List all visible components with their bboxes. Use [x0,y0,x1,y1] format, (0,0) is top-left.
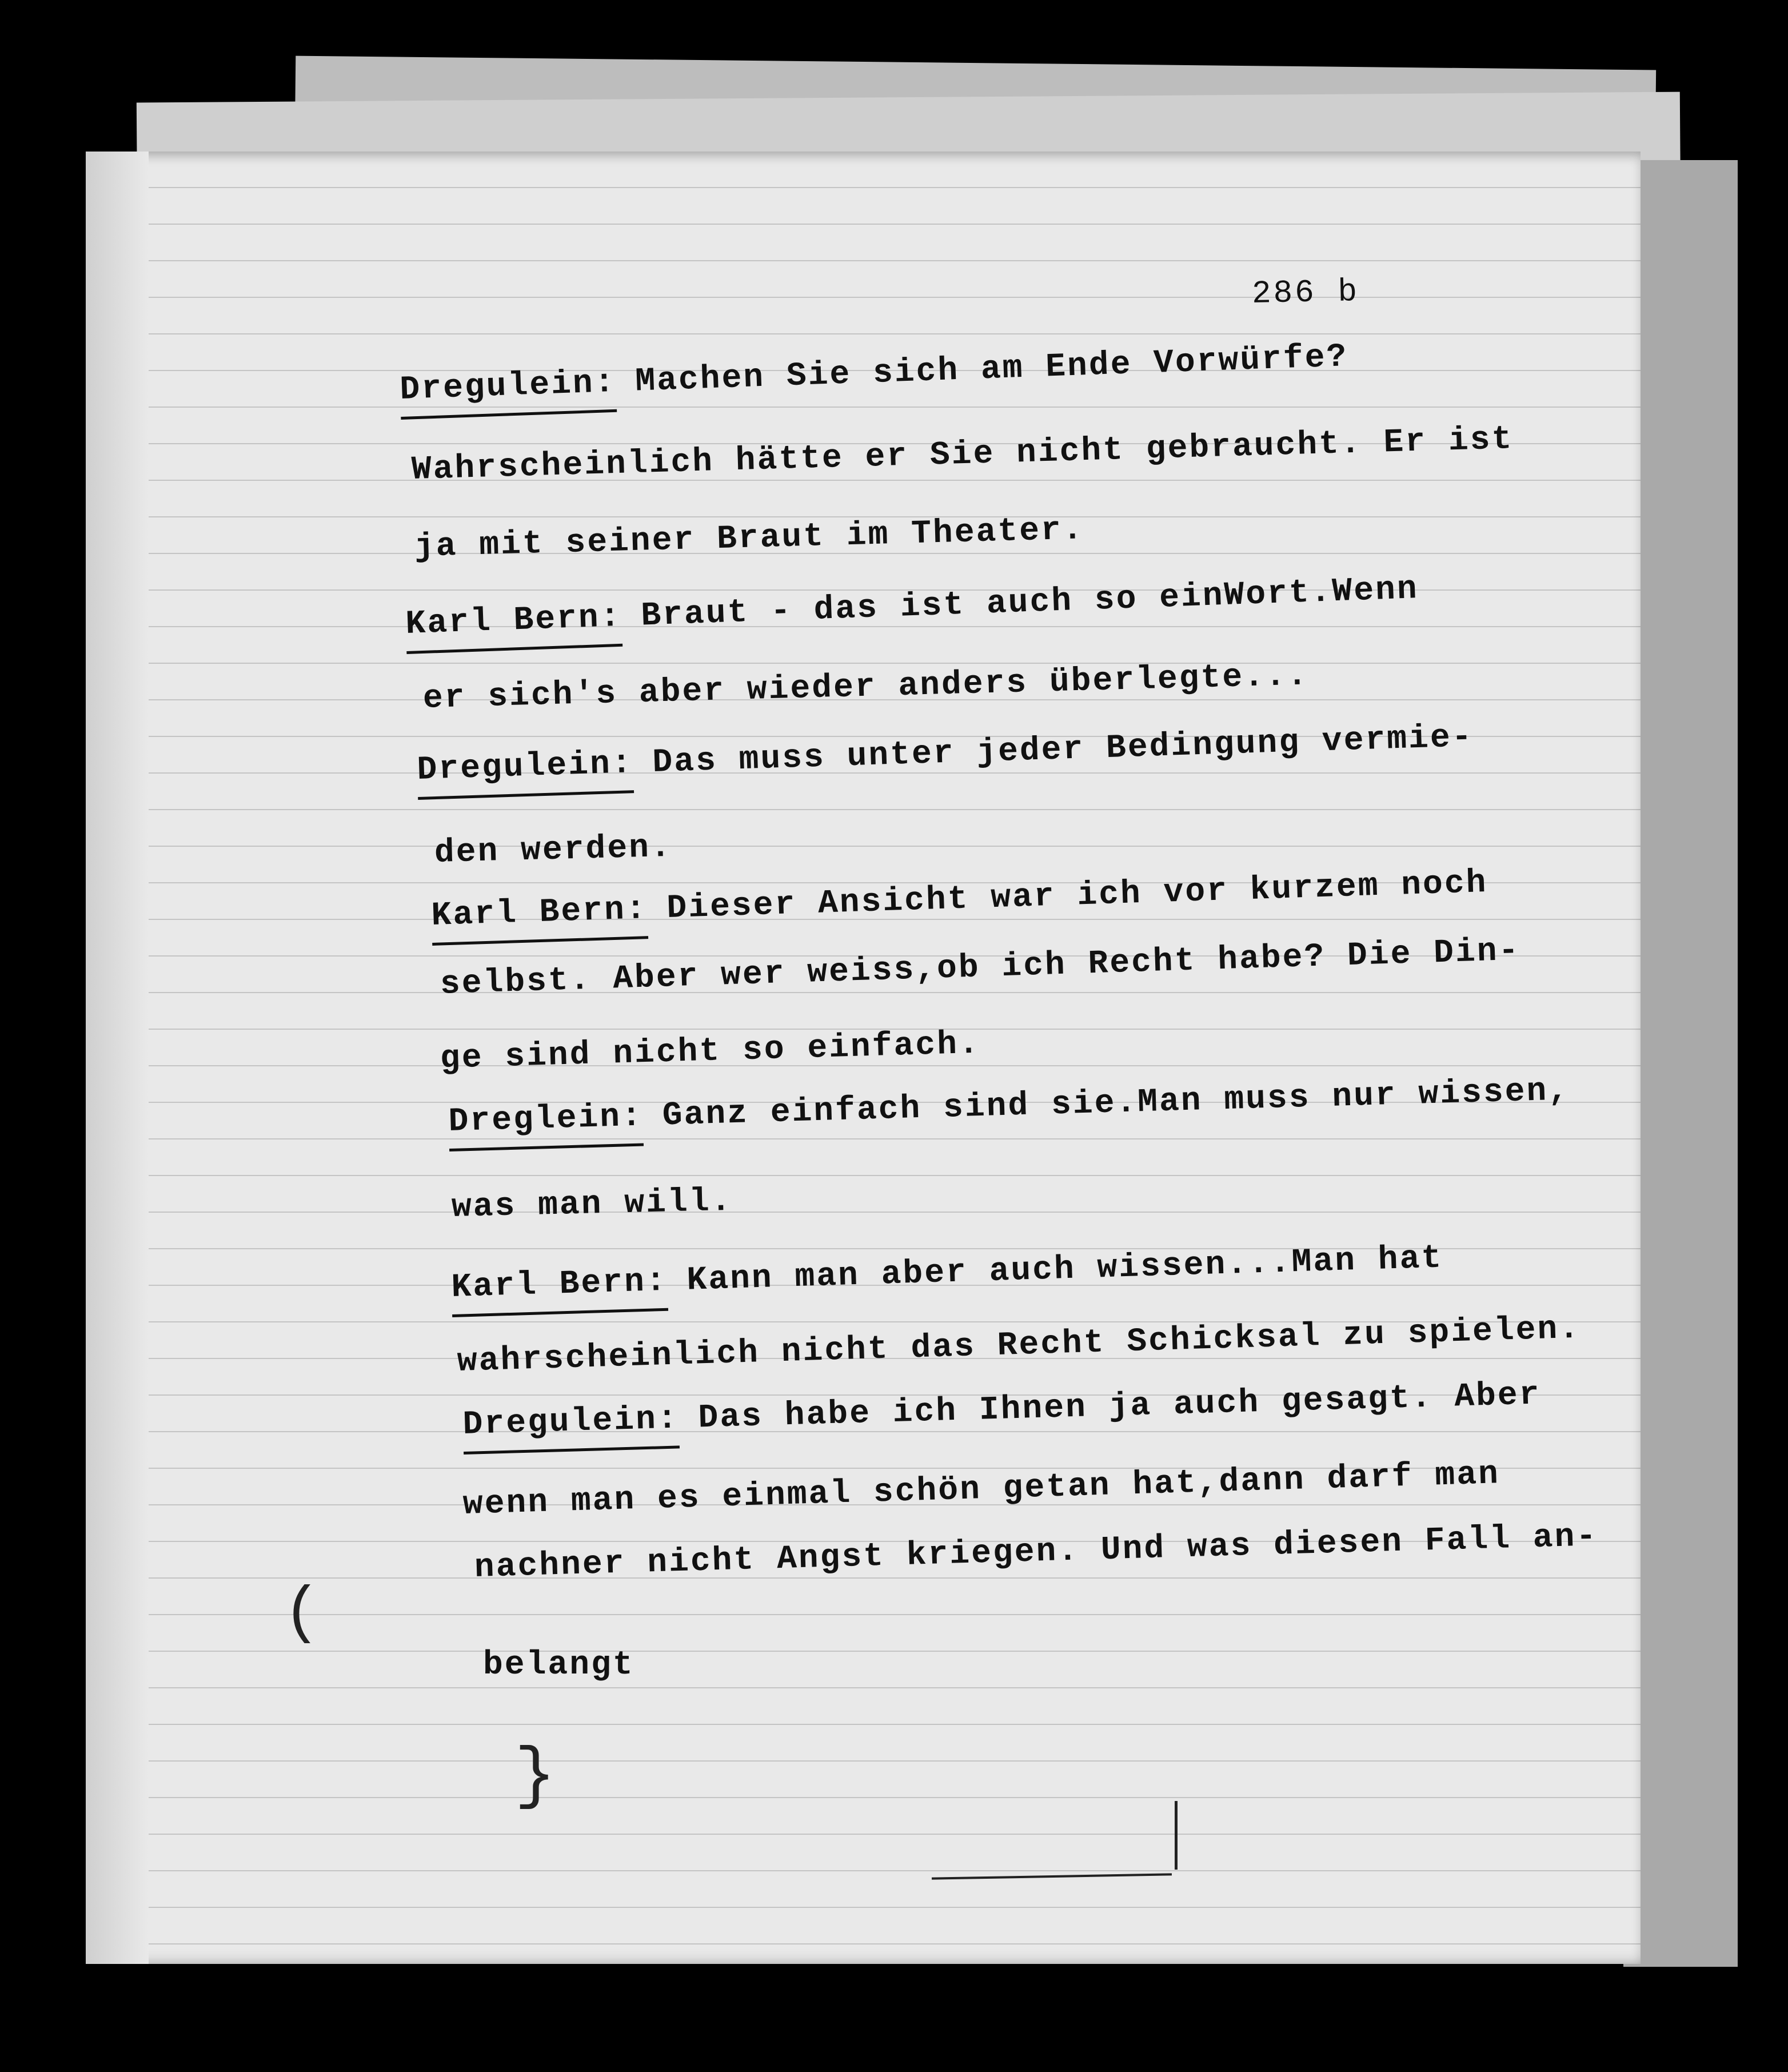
line-text: den werden. [434,828,673,872]
line-text: ja mit seiner Braut im Theater. [414,511,1085,566]
speaker-name: Karl Bern: [405,599,623,654]
speaker-name: Dregulein: [417,745,634,800]
margin-mark: } [514,1738,556,1816]
line-text: Das habe ich Ihnen ja auch gesagt. Aber [697,1376,1542,1437]
page-edge [86,152,149,1964]
line-text: nachner nicht Angst kriegen. Und was diesen Fall an- [474,1518,1599,1587]
line-text: er sich's aber wieder anders überlegte... [422,657,1310,718]
text-line [434,829,672,872]
page-number: 286 b [1251,273,1360,312]
line-text: was man will. [451,1182,733,1226]
speaker-name: Dregulein: [462,1400,680,1455]
background-page [1623,160,1738,1967]
line-text: Dieser Ansicht war ich vor kurzem noch [666,864,1488,928]
speaker-name: Dreglein: [448,1098,644,1151]
text-line [451,1183,733,1226]
pen-stroke [1175,1801,1178,1870]
line-text: belangt [483,1647,634,1684]
text-line [483,1647,634,1684]
line-text: ge sind nicht so einfach. [440,1025,981,1078]
line-text: wenn man es einmal schön getan hat,dann darf man [462,1456,1500,1524]
margin-mark: ( [283,1578,321,1649]
line-text: Das muss unter jeder Bedingung vermie- [652,718,1474,782]
line-text: selbst. Aber wer weiss,ob ich Recht habe? Die Din- [439,932,1521,1003]
line-text: wahrscheinlich nicht das Recht Schicksal zu spielen. [457,1310,1582,1381]
line-text: Ganz einfach sind sie.Man muss nur wissen, [661,1072,1570,1135]
line-text: Wahrscheinlich hätte er Sie nicht gebraucht. Er ist [411,421,1514,489]
line-text: Braut - das ist auch so einWort.Wenn [640,571,1419,635]
line-text: Machen Sie sich am Ende Vorwürfe? [634,338,1349,401]
line-text: Kann man aber auch wissen...Man hat [686,1240,1444,1300]
speaker-name: Karl Bern: [431,891,649,946]
speaker-name: Dregulein: [400,364,617,420]
speaker-name: Karl Bern: [451,1263,668,1317]
